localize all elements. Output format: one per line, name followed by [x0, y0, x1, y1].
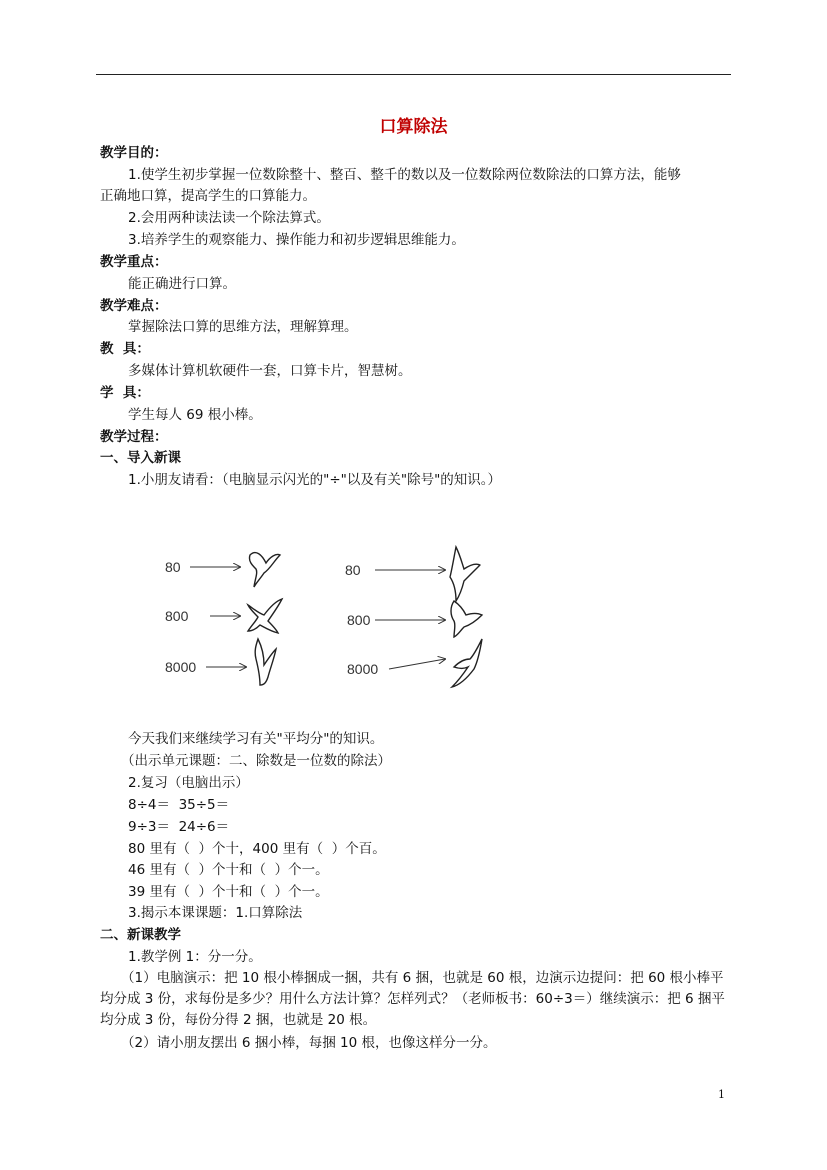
tools-text: 多媒体计算机软硬件一套，口算卡片，智慧树。 [128, 363, 412, 379]
bird-icon [249, 553, 280, 587]
page-number: 1 [718, 1088, 725, 1101]
bird-figure [160, 535, 500, 695]
fig-arrow [389, 659, 445, 669]
section1-line-1: 1.小朋友请看：（电脑显示闪光的"÷"以及有关"除号"的知识。） [128, 472, 502, 488]
section1-heading: 一、导入新课 [100, 450, 181, 466]
section1-line-10: 3.揭示本课课题：1.口算除法 [128, 905, 303, 921]
student-tools-heading: 学 具： [100, 385, 150, 401]
document-title: 口算除法 [379, 117, 448, 137]
section2-heading: 二、新课教学 [100, 927, 181, 943]
bird-icon [255, 639, 276, 685]
fig-right-label-80: 80 [345, 562, 361, 578]
section2-line-1: 1.教学例 1：分一分。 [128, 949, 262, 965]
bird-icon [451, 601, 482, 637]
section1-line-9: 39 里有（ ）个十和（ ）个一。 [128, 884, 329, 900]
tools-heading: 教 具： [100, 341, 150, 357]
section1-line-5: 8÷4＝ 35÷5＝ [128, 797, 230, 813]
fig-left-label-80: 80 [165, 559, 181, 575]
fig-right-label-800: 800 [347, 612, 371, 628]
process-heading: 教学过程： [100, 429, 168, 445]
section1-line-8: 46 里有（ ）个十和（ ）个一。 [128, 862, 329, 878]
aims-line-2: 正确地口算，提高学生的口算能力。 [100, 188, 316, 204]
difficulty-text: 掌握除法口算的思维方法，理解算理。 [128, 319, 358, 335]
section1-line-4: 2.复习（电脑出示） [128, 775, 249, 791]
header-rule [96, 74, 731, 75]
key-text: 能正确进行口算。 [128, 276, 236, 292]
key-heading: 教学重点： [100, 254, 168, 270]
bird-icon [450, 547, 480, 601]
aims-heading: 教学目的： [100, 145, 168, 161]
student-tools-text: 学生每人 69 根小棒。 [128, 407, 262, 423]
bird-icon [452, 639, 482, 687]
section2-line-3: （2）请小朋友摆出 6 捆小棒，每捆 10 根，也像这样分一分。 [121, 1035, 497, 1051]
fig-left-label-800: 800 [165, 608, 189, 624]
section2-paragraph-1: （1）电脑演示：把 10 根小棒捆成一捆，共有 6 捆，也就是 60 根，边演示边提问：把 60 根小棒平均分成 3 份，求每份是多少？用什么方法计算？怎样列式？（老师板书：60÷3＝）继续演示：把 6 捆平均分成 3 份，每份分得 2 捆，也就是 20 根。 [100, 970, 725, 1028]
section1-line-6: 9÷3＝ 24÷6＝ [128, 819, 230, 835]
section1-line-7: 80 里有（ ）个十，400 里有（ ）个百。 [128, 841, 386, 857]
section1-line-3: （出示单元课题：二、除数是一位数的除法） [121, 753, 391, 769]
aims-line-3: 2.会用两种读法读一个除法算式。 [128, 210, 330, 226]
fig-left-label-8000: 8000 [165, 659, 197, 675]
aims-line-1: 1.使学生初步掌握一位数除整十、整百、整千的数以及一位数除两位数除法的口算方法，能够 [128, 167, 681, 183]
section1-line-2: 今天我们来继续学习有关"平均分"的知识。 [128, 731, 384, 747]
fig-right-label-8000: 8000 [347, 661, 379, 677]
aims-line-4: 3.培养学生的观察能力、操作能力和初步逻辑思维能力。 [128, 232, 465, 248]
bird-icon [248, 599, 282, 633]
difficulty-heading: 教学难点： [100, 298, 168, 314]
